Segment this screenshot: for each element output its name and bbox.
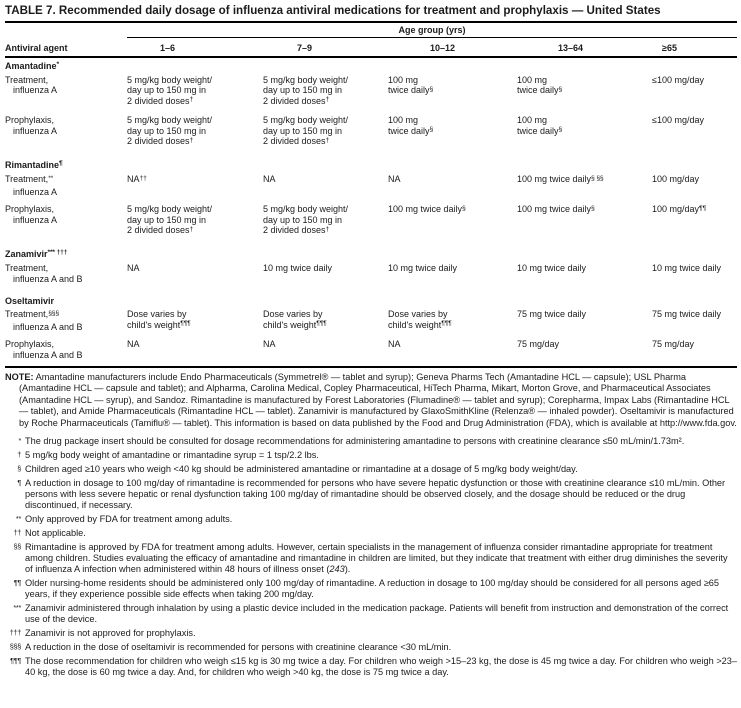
footnote-marker: *** xyxy=(13,602,21,612)
age-group-header-row xyxy=(5,25,737,38)
age-group-header: Age group (yrs) xyxy=(127,25,737,38)
dose-cell-line: 100 mg/day xyxy=(652,174,700,185)
row-label-line: influenza A and B xyxy=(13,321,83,332)
footnote-marker: §§§ xyxy=(9,641,21,651)
row-label-line: influenza A xyxy=(13,125,58,136)
dose-cell-line: 2 divided doses† xyxy=(127,95,194,106)
dose-cell-line: Dose varies by xyxy=(388,309,448,320)
footnote-marker: †† xyxy=(139,174,147,182)
dose-cell-line: 5 mg/kg body weight/ xyxy=(263,115,349,126)
footnote-marker: † xyxy=(189,136,194,144)
column-header-age-13-64: 13–64 xyxy=(558,43,584,53)
dose-cell-line: day up to 150 mg in xyxy=(263,85,343,96)
footnote-marker: § xyxy=(462,204,466,212)
dose-cell-line: 100 mg xyxy=(388,75,419,85)
dose-cell xyxy=(263,263,388,284)
drug-section-title: Amantadine* xyxy=(5,61,59,71)
dose-cell-line: 100 mg twice daily§ xyxy=(517,204,595,215)
dose-cell-line: 10 mg twice daily xyxy=(517,263,587,274)
footnote-marker: ¶¶¶ xyxy=(180,320,191,328)
footnote-text: Zanamivir is not approved for prophylaxis. xyxy=(25,627,196,638)
drug-section-title: Zanamivir*** ††† xyxy=(5,249,68,260)
footnote xyxy=(5,528,737,539)
footnote-text: The dose recommendation for children who weigh ≤15 kg is 30 mg twice a day. For children who weigh >15–23 kg, the dose is 45 mg twice a day. For children who weigh >23–40 kg, the dose is 60 mg twice a day. And, for children who weigh >40 kg, the dose is 75 mg twice a day. xyxy=(25,655,738,677)
dose-cell xyxy=(263,204,388,237)
dose-cell-line: 2 divided doses† xyxy=(263,136,330,147)
column-header-age-65-plus: ≥65 xyxy=(662,43,677,53)
column-header-age-1-6: 1–6 xyxy=(160,43,176,53)
footnote-text: Rimantadine is approved by FDA for treatment among adults. However, certain specialists in the management of influenza consider rimantadine appropriate for treatment among children. Studies evaluating the efficacy of amantadine and rimantadine in children are limited, but they indicate that treatment with either drug diminishes the severity of influenza A infection when administered within 48 hours of illness onset (243). xyxy=(25,541,728,574)
dose-cell-line: 2 divided doses† xyxy=(127,136,194,147)
footnote-marker: ¶¶ xyxy=(13,577,21,587)
footnote-marker: ¶ xyxy=(59,160,63,168)
row-label xyxy=(5,339,127,360)
dose-cell-line: NA xyxy=(263,174,276,185)
dose-cell-line: Dose varies by xyxy=(127,309,187,320)
footnote xyxy=(5,578,737,600)
column-header-age-10-12: 10–12 xyxy=(430,43,456,53)
dose-cell-line: 5 mg/kg body weight/ xyxy=(127,115,213,126)
footnote xyxy=(5,542,737,575)
footnote-marker: † xyxy=(325,225,330,233)
drug-section-title: Oseltamivir xyxy=(5,296,55,307)
footnote xyxy=(5,628,737,639)
dose-cell-line: 100 mg twice daily§ §§ xyxy=(517,174,604,185)
footnote-marker: § xyxy=(591,204,595,212)
dose-cell-line: 5 mg/kg body weight/ xyxy=(127,204,213,215)
table-row xyxy=(5,174,737,197)
row-label xyxy=(5,115,127,148)
footnote-text: Zanamivir administered through inhalation by using a plastic device included in the medication package. Patients will benefit from instruction and demonstration of the correct use of the device. xyxy=(25,602,729,624)
dose-cell xyxy=(517,115,652,148)
footnote-marker: * xyxy=(18,435,21,445)
footnote-marker: § xyxy=(558,126,563,134)
footnote-marker: *** ††† xyxy=(47,249,68,257)
dose-cell-line: 100 mg xyxy=(388,115,419,126)
dose-cell xyxy=(127,309,263,332)
dose-cell xyxy=(388,339,517,360)
footnote xyxy=(5,603,737,625)
table-body xyxy=(5,61,737,368)
footnote-marker: §§§ xyxy=(48,309,59,317)
footnote-text: Only approved by FDA for treatment among adults. xyxy=(25,513,233,524)
dose-cell xyxy=(388,204,517,237)
table-row xyxy=(5,75,737,108)
dose-cell-line: 75 mg twice daily xyxy=(652,309,722,320)
dose-cell-line: child's weight¶¶¶ xyxy=(263,319,327,330)
row-label-line: influenza A xyxy=(13,186,58,197)
dose-cell xyxy=(127,339,263,360)
column-header-row xyxy=(5,38,737,58)
dose-cell-line: 100 mg xyxy=(517,115,548,126)
dose-cell xyxy=(652,174,741,197)
footnote-marker: ¶¶¶ xyxy=(441,320,452,328)
dose-cell-line: 2 divided doses† xyxy=(127,225,194,236)
dose-cell-line: day up to 150 mg in xyxy=(263,214,343,225)
footnote-marker: * xyxy=(56,61,59,68)
footnote-marker: ¶¶¶ xyxy=(10,655,21,665)
footnote-text: 5 mg/kg body weight of amantadine or rimantadine syrup = 1 tsp/2.2 lbs. xyxy=(25,449,319,460)
footnotes xyxy=(5,436,737,678)
footnote-text: The drug package insert should be consulted for dosage recommendations for administering amantadine to persons with creatinine clearance ≤50 mL/min/1.73m². xyxy=(25,435,685,446)
dose-cell xyxy=(388,309,517,332)
dose-cell-line: 5 mg/kg body weight/ xyxy=(127,75,213,85)
table-row xyxy=(5,263,737,284)
dose-cell xyxy=(517,263,652,284)
note xyxy=(5,372,737,429)
footnote-marker: §§ xyxy=(13,541,21,551)
note-text: Amantadine manufacturers include Endo Pharmaceuticals (Symmetrel® — tablet and syrup); Geneva Pharms Tech (Amantadine HCL — capsule); USL Pharma (Amantadine HCL — capsule and tablet); and Alpharma, Carolina Medical, Copley Pharmaceutical, HiTech Pharma, Mikart, Morton Grove, and Pharmaceutical Associates (Amantadine HCL — syrup), and Sandoz. Rimantadine is manufactured by Forest Laboratories (Flumadine® — tablet and syrup); Corepharma, Impax Labs (Rimantadine HCL — tablet), and Amide Pharmaceuticals (Rimantadine HCL — tablet). Zanamivir is manufactured by GlaxoSmithKline (Relenza® — inhaled powder). Oseltamivir is manufactured by Roche Pharmaceuticals (Tamiflu® — tablet). This information is based on data published by the Food and Drug Administration (FDA), which is available at http://www.fda.gov. xyxy=(19,371,737,428)
table-title: TABLE 7. Recommended daily dosage of influenza antiviral medications for treatment and prophylaxis — United States xyxy=(5,4,737,23)
footnote-marker: ** xyxy=(15,513,21,523)
dose-cell xyxy=(263,115,388,148)
footnote-text: Not applicable. xyxy=(25,527,86,538)
footnote xyxy=(5,436,737,447)
dose-cell-line: twice daily§ xyxy=(517,125,563,136)
dose-cell-line: 75 mg/day xyxy=(652,339,695,350)
dose-cell-line: NA xyxy=(127,263,140,274)
footnote-marker: § §§ xyxy=(591,174,604,182)
footnote-marker: ** xyxy=(48,174,54,182)
dose-cell-line: 100 mg twice daily§ xyxy=(388,204,466,215)
footnote-marker: † xyxy=(189,96,194,104)
table-row xyxy=(5,339,737,360)
dose-cell-line: day up to 150 mg in xyxy=(127,214,207,225)
footnote xyxy=(5,478,737,511)
dose-cell xyxy=(652,75,741,108)
row-label xyxy=(5,174,127,197)
dose-cell xyxy=(652,309,741,332)
row-label-line: Treatment,§§§ xyxy=(5,309,59,320)
drug-section xyxy=(5,160,737,237)
dose-cell-line: ≤100 mg/day xyxy=(652,75,704,85)
dose-cell xyxy=(127,115,263,148)
row-label-line: Prophylaxis, xyxy=(5,339,55,350)
footnote-text: A reduction in the dose of oseltamivir is recommended for persons with creatinine clearance <30 mL/min. xyxy=(25,641,452,652)
dose-cell xyxy=(127,263,263,284)
footnote-text: Older nursing-home residents should be administered only 100 mg/day of rimantadine. A reduction in dosage to 100 mg/day should be considered for all persons aged ≥65 years, if they experience possible side effects when taking 200 mg/day. xyxy=(25,577,720,599)
column-header-age-7-9: 7–9 xyxy=(297,43,313,53)
dose-cell-line: twice daily§ xyxy=(388,85,434,96)
age-group-spacer xyxy=(5,25,127,38)
dose-cell xyxy=(388,174,517,197)
row-label-line: Prophylaxis, xyxy=(5,115,55,126)
row-label-line: Treatment,** xyxy=(5,174,54,185)
row-label-line: Treatment, xyxy=(5,263,49,274)
dose-cell-line: 100 mg xyxy=(517,75,548,85)
dose-cell-line: 10 mg twice daily xyxy=(388,263,458,274)
drug-section xyxy=(5,296,737,360)
footnote-text: A reduction in dosage to 100 mg/day of rimantadine is recommended for persons who have severe hepatic dysfunction or those with creatinine clearance ≤10 mL/min. Other persons with less severe hepatic or renal dysfunction taking 100 mg/day of rimantadine should be observed closely, and the dosage should be reduced or the drug discontinued, if necessary. xyxy=(25,477,726,510)
dose-cell xyxy=(388,75,517,108)
footnote-text: Children aged ≥10 years who weigh <40 kg should be administered amantadine or rimantadine at a dosage of 5 mg/kg body weight/day. xyxy=(25,463,578,474)
footnote xyxy=(5,450,737,461)
dose-cell xyxy=(263,309,388,332)
dose-cell xyxy=(517,75,652,108)
dose-cell-line: NA xyxy=(127,339,140,350)
note-label: NOTE: xyxy=(5,371,34,382)
dose-cell-line: Dose varies by xyxy=(263,309,323,320)
footnote xyxy=(5,514,737,525)
footnote-marker: ¶ xyxy=(17,477,21,487)
dose-cell-line: NA xyxy=(263,339,276,350)
dose-cell-line: 5 mg/kg body weight/ xyxy=(263,75,349,85)
dose-cell-line: 2 divided doses† xyxy=(263,225,330,236)
dose-cell xyxy=(652,339,741,360)
row-label-line: Prophylaxis, xyxy=(5,204,55,215)
row-label-line: influenza A xyxy=(13,85,58,96)
footnote-marker: § xyxy=(429,126,434,134)
footnote-marker: † xyxy=(325,96,330,104)
footnote-marker: † xyxy=(325,136,330,144)
table-row xyxy=(5,204,737,237)
footnote xyxy=(5,642,737,653)
footnote-marker: † xyxy=(17,449,21,459)
dose-cell xyxy=(517,309,652,332)
dose-cell xyxy=(127,204,263,237)
dose-cell xyxy=(652,204,741,237)
footnote-marker: § xyxy=(17,463,21,473)
footnote-marker: † xyxy=(189,225,194,233)
row-label-line: influenza A and B xyxy=(13,273,83,284)
dose-cell-line: 5 mg/kg body weight/ xyxy=(263,204,349,215)
dose-cell xyxy=(388,115,517,148)
footnote-marker: ††† xyxy=(9,627,21,637)
row-label-line: influenza A and B xyxy=(13,349,83,360)
dose-cell-line: NA xyxy=(388,174,401,185)
footnote-marker: ¶¶¶ xyxy=(316,320,327,328)
footnote-marker: †† xyxy=(13,527,21,537)
dose-cell-line: day up to 150 mg in xyxy=(127,125,207,136)
drug-section xyxy=(5,249,737,284)
table-row xyxy=(5,115,737,148)
dose-cell xyxy=(127,174,263,197)
drug-section-title: Rimantadine¶ xyxy=(5,160,63,171)
dose-cell-line: 10 mg twice daily xyxy=(263,263,333,274)
row-label xyxy=(5,75,127,108)
dose-cell-line: twice daily§ xyxy=(517,85,563,96)
footnote-marker: § xyxy=(558,85,563,93)
dose-cell xyxy=(517,204,652,237)
dose-cell xyxy=(652,115,741,148)
dose-cell-line: day up to 150 mg in xyxy=(263,125,343,136)
footnote xyxy=(5,656,737,678)
dose-cell-line: child's weight¶¶¶ xyxy=(127,319,191,330)
row-label-line: influenza A xyxy=(13,214,58,225)
row-label xyxy=(5,309,127,332)
dose-cell xyxy=(517,174,652,197)
dose-cell xyxy=(127,75,263,108)
dose-cell xyxy=(517,339,652,360)
dose-cell-line: 75 mg/day xyxy=(517,339,560,350)
row-label xyxy=(5,263,127,284)
dose-cell xyxy=(263,339,388,360)
column-header-antiviral-agent: Antiviral agent xyxy=(5,43,68,53)
dose-cell-line: twice daily§ xyxy=(388,125,434,136)
row-label-line: Treatment, xyxy=(5,75,49,85)
dose-cell-line: child's weight¶¶¶ xyxy=(388,319,452,330)
dose-cell xyxy=(652,263,741,284)
dose-cell-line: day up to 150 mg in xyxy=(127,85,207,96)
dose-cell-line: 100 mg/day¶¶ xyxy=(652,204,706,215)
footnote-marker: ¶¶ xyxy=(699,204,706,212)
dose-cell-line: NA xyxy=(388,339,401,350)
footnote xyxy=(5,464,737,475)
dose-cell xyxy=(263,174,388,197)
drug-section xyxy=(5,61,737,148)
dose-cell-line: NA†† xyxy=(127,174,147,185)
dose-cell-line: 10 mg twice daily xyxy=(652,263,722,274)
footnote-marker: § xyxy=(429,85,434,93)
dose-cell-line: ≤100 mg/day xyxy=(652,115,704,126)
dose-cell-line: 75 mg twice daily xyxy=(517,309,587,320)
row-label xyxy=(5,204,127,237)
dose-cell-line: 2 divided doses† xyxy=(263,95,330,106)
dose-cell xyxy=(263,75,388,108)
table-row xyxy=(5,309,737,332)
dose-cell xyxy=(388,263,517,284)
